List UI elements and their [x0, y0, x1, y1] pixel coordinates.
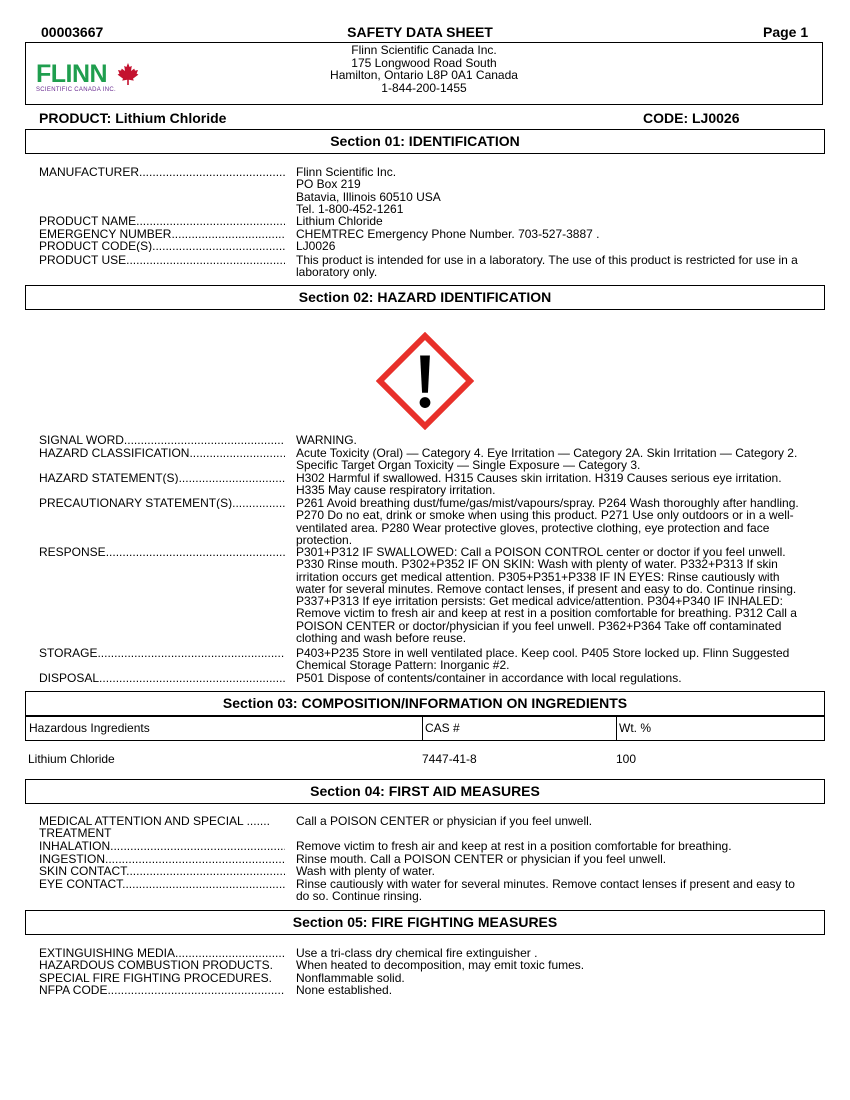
fire-procedures-label: SPECIAL FIRE FIGHTING PROCEDURES. — [39, 972, 272, 985]
skin-contact-label: SKIN CONTACT ..... — [39, 865, 285, 877]
response-value: P301+P312 IF SWALLOWED: Call a POISON CONTROL center or doctor if you feel unwell. P330 Rinse mouth. P302+P352 IF ON SKIN: Wash with plenty of water. P332+P313 If skin irritation occurs get medical attention. P305+P351+P338 IF IN EYES: Rinse cautiously with water for several minutes. Remove contact lenses, if present and easy to do. Continue rinsing. P337+P313 If eye irritation persists: Get medical advice/attention. P304+P340 IF INHALED: Remove victim to fresh air and keep at rest in a position comfortable for breathing. P312 Call a POISON CENTER or doctor/physician if you feel unwell. P362+P364 Take off contaminated clothing and wash before reuse. — [296, 545, 797, 646]
company-city: Hamilton, Ontario L8P 0A1 Canada — [330, 68, 518, 82]
emergency-value: CHEMTREC Emergency Phone Number. 703-527-3887 . — [296, 227, 600, 241]
product-use-value: This product is intended for use in a laboratory. The use of this product is restricted for use in a laboratory only. — [296, 253, 798, 280]
skin-contact-value: Wash with plenty of water. — [296, 864, 435, 878]
extinguishing-media-value: Use a tri-class dry chemical fire extinguisher . — [296, 946, 538, 960]
manufacturer-label: MANUFACTURER ..... — [39, 166, 285, 178]
hazard-statements-value: H302 Harmful if swallowed. H315 Causes skin irritation. H319 Causes serious eye irritation. H335 May cause respiratory irritation. — [296, 471, 782, 498]
precautionary-statements-label: PRECAUTIONARY STATEMENT(S) ..... — [39, 497, 285, 509]
ingredient-cas: 7447-41-8 — [422, 752, 477, 766]
manufacturer-line: Flinn Scientific Inc. — [296, 165, 397, 179]
medical-attention-value: Call a POISON CENTER or physician if you feel unwell. — [296, 814, 593, 828]
section-05-header: Section 05: FIRE FIGHTING MEASURES — [25, 910, 825, 935]
product-code-value: LJ0026 — [296, 239, 336, 253]
ingredients-table-header — [25, 716, 825, 741]
column-header-ingredient: Hazardous Ingredients — [29, 721, 150, 735]
ingestion-label: INGESTION ..... — [39, 853, 285, 865]
ingredient-name: Lithium Chloride — [28, 752, 115, 766]
exclamation-mark-pictogram-icon — [376, 332, 474, 430]
document-number: 00003667 — [41, 24, 104, 40]
product-name-value: Lithium Chloride — [296, 214, 383, 228]
ingestion-value: Rinse mouth. Call a POISON CENTER or physician if you feel unwell. — [296, 852, 667, 866]
section-01-header: Section 01: IDENTIFICATION — [25, 129, 825, 154]
column-header-weight: Wt. % — [619, 721, 651, 735]
company-street: 175 Longwood Road South — [351, 55, 497, 70]
hazard-classification-value: Acute Toxicity (Oral) — Category 4. Eye Irritation — Category 2A. Skin Irritation — Category 2. Specific Target Organ Toxicity — Single Exposure — Category 3. — [296, 446, 798, 473]
logo-tagline: SCIENTIFIC CANADA INC. — [36, 87, 116, 93]
company-header — [25, 42, 823, 105]
manufacturer-line: PO Box 219 — [296, 177, 361, 192]
extinguishing-media-label: EXTINGUISHING MEDIA ..... — [39, 947, 285, 959]
inhalation-label: INHALATION ..... — [39, 840, 285, 852]
section-04-header: Section 04: FIRST AID MEASURES — [25, 779, 825, 804]
eye-contact-value: Rinse cautiously with water for several minutes. Remove contact lenses if present and easy to do so. Continue rinsing. — [296, 877, 795, 904]
precautionary-statements-value: P261 Avoid breathing dust/fume/gas/mist/vapours/spray. P264 Wash thoroughly after handling. P270 Do no eat, drink or smoke when using this product. P271 Use only outdoors or in a well-ventilated area. P280 Wear protective gloves, protective clothing, eye protection and face protection. — [296, 496, 799, 547]
company-phone: 1-844-200-1455 — [381, 80, 467, 95]
code-heading: CODE: LJ0026 — [643, 110, 740, 126]
disposal-label: DISPOSAL ..... — [39, 672, 285, 684]
company-name: Flinn Scientific Canada Inc. — [351, 43, 497, 57]
nfpa-code-value: None established. — [296, 983, 393, 997]
emergency-label: EMERGENCY NUMBER ..... — [39, 228, 285, 240]
section-03-header: Section 03: COMPOSITION/INFORMATION ON INGREDIENTS — [25, 691, 825, 716]
logo-brand: FLINN — [36, 60, 108, 88]
nfpa-code-label: NFPA CODE ..... — [39, 984, 285, 996]
combustion-products-value: When heated to decomposition, may emit toxic fumes. — [296, 958, 585, 972]
storage-value: P403+P235 Store in well ventilated place. Keep cool. P405 Store locked up. Flinn Suggested Chemical Storage Pattern: Inorganic #2. — [296, 646, 790, 673]
manufacturer-line: Tel. 1-800-452-1261 — [296, 201, 404, 216]
disposal-value: P501 Dispose of contents/container in accordance with local regulations. — [296, 671, 682, 685]
inhalation-value: Remove victim to fresh air and keep at rest in a position comfortable for breathing. — [296, 839, 732, 853]
column-header-cas: CAS # — [425, 721, 460, 735]
document-title: SAFETY DATA SHEET — [347, 24, 493, 40]
eye-contact-label: EYE CONTACT ..... — [39, 878, 285, 890]
product-name-label: PRODUCT NAME ..... — [39, 215, 285, 227]
manufacturer-value — [296, 166, 808, 215]
manufacturer-line: Batavia, Illinois 60510 USA — [296, 189, 441, 204]
combustion-products-label: HAZARDOUS COMBUSTION PRODUCTS. — [39, 959, 274, 972]
hazard-statements-label: HAZARD STATEMENT(S) ..... — [39, 472, 285, 484]
signal-word-label: SIGNAL WORD ..... — [39, 434, 285, 446]
section-02-header: Section 02: HAZARD IDENTIFICATION — [25, 285, 825, 310]
ingredient-weight: 100 — [616, 752, 637, 766]
medical-attention-label: MEDICAL ATTENTION AND SPECIAL ....... — [39, 815, 270, 828]
product-use-label: PRODUCT USE ..... — [39, 254, 285, 266]
page-number: Page 1 — [763, 24, 809, 40]
product-code-label: PRODUCT CODE(S) ..... — [39, 240, 285, 252]
treatment-label: TREATMENT — [39, 827, 112, 840]
response-label: RESPONSE ..... — [39, 546, 285, 558]
signal-word-value: WARNING. — [296, 433, 357, 447]
hazard-classification-label: HAZARD CLASSIFICATION ..... — [39, 447, 285, 459]
storage-label: STORAGE ..... — [39, 647, 285, 659]
company-address — [26, 44, 822, 94]
fire-procedures-value: Nonflammable solid. — [296, 971, 405, 985]
product-heading: PRODUCT: Lithium Chloride — [39, 110, 227, 126]
